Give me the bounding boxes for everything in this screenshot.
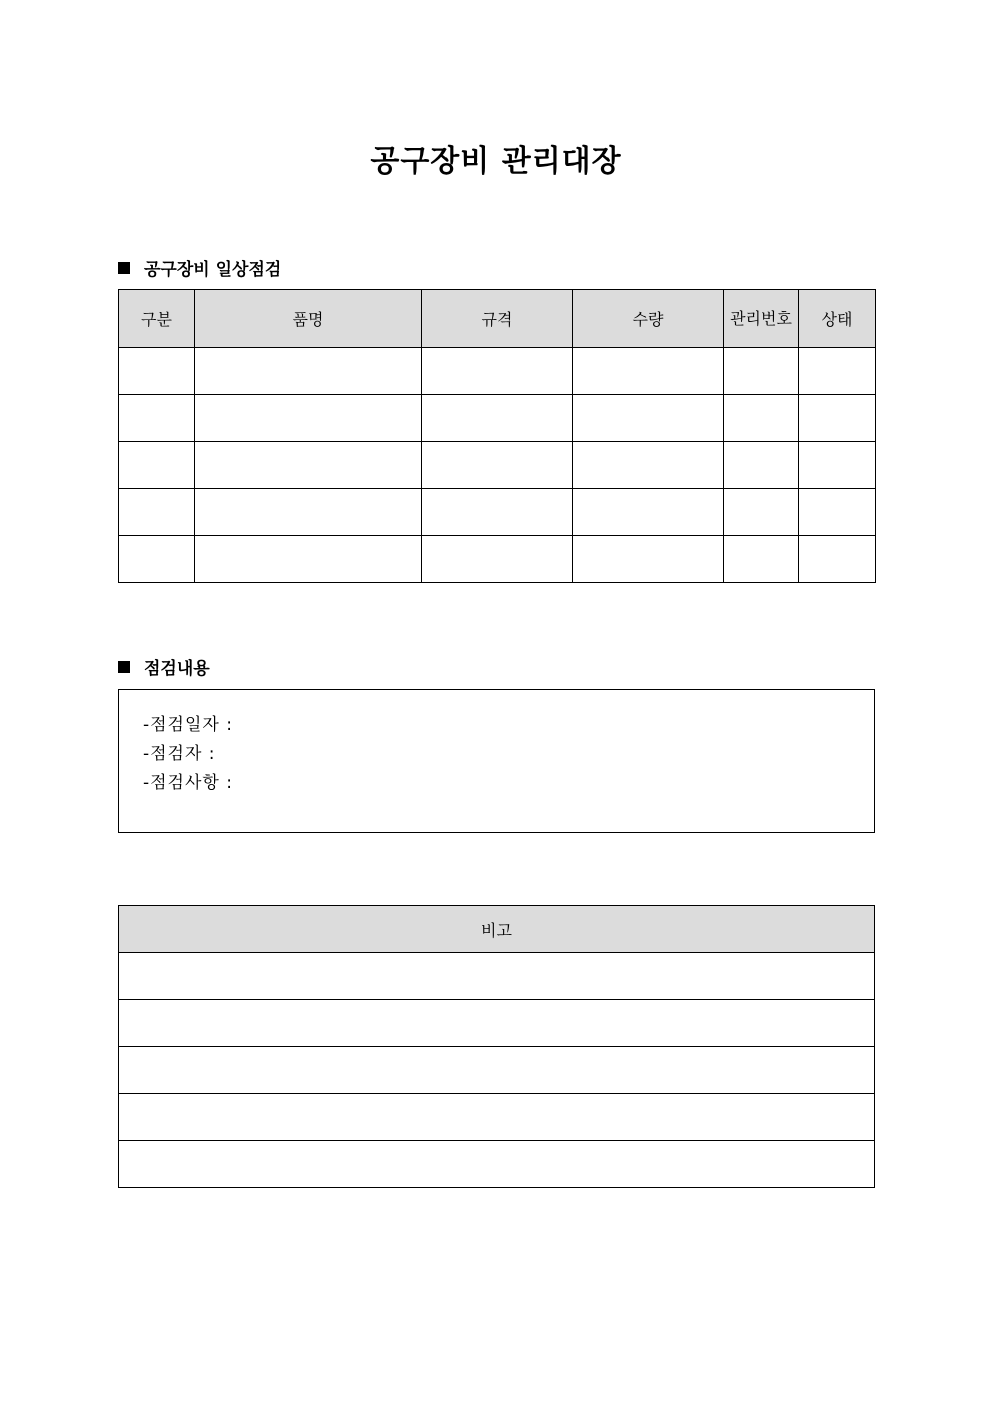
column-header-management-number: 관리번호 [724,290,799,348]
column-header-status: 상태 [799,290,876,348]
table-cell[interactable] [119,1141,875,1188]
table-cell[interactable] [422,348,573,395]
table-cell[interactable] [724,348,799,395]
table-header-row [119,906,875,953]
table-cell[interactable] [119,1047,875,1094]
table-header-row [119,290,876,348]
table-row [119,1000,875,1047]
table-cell[interactable] [573,489,724,536]
table-cell[interactable] [119,395,195,442]
table-cell[interactable] [119,953,875,1000]
table-cell[interactable] [573,536,724,583]
inspection-table [118,289,876,583]
column-header-spec: 규격 [422,290,573,348]
table-row [119,442,876,489]
inspector-line: -점검자 : [143,744,216,764]
table-cell[interactable] [573,395,724,442]
table-cell[interactable] [119,536,195,583]
table-cell[interactable] [195,489,422,536]
table-cell[interactable] [119,348,195,395]
column-header-remarks: 비고 [119,906,875,953]
table-cell[interactable] [119,1000,875,1047]
table-cell[interactable] [724,442,799,489]
table-cell[interactable] [195,395,422,442]
column-header-quantity: 수량 [573,290,724,348]
table-cell[interactable] [422,536,573,583]
section-heading-inspection-content [118,654,210,679]
table-row [119,1047,875,1094]
table-cell[interactable] [573,442,724,489]
table-cell[interactable] [119,442,195,489]
table-row [119,953,875,1000]
table-cell[interactable] [119,489,195,536]
table-cell[interactable] [799,489,876,536]
table-cell[interactable] [799,395,876,442]
document-title: 공구장비 관리대장 [370,144,622,179]
table-cell[interactable] [799,348,876,395]
square-bullet-icon [118,262,130,274]
table-row [119,1094,875,1141]
inspection-content-box[interactable] [118,689,875,833]
square-bullet-icon [118,661,130,673]
table-row [119,536,876,583]
table-cell[interactable] [422,489,573,536]
table-row [119,1141,875,1188]
table-cell[interactable] [573,348,724,395]
column-header-category: 구분 [119,290,195,348]
table-cell[interactable] [119,1094,875,1141]
table-cell[interactable] [195,536,422,583]
column-header-item-name: 품명 [195,290,422,348]
table-cell[interactable] [195,348,422,395]
table-cell[interactable] [724,536,799,583]
table-cell[interactable] [422,395,573,442]
inspection-date-line: -점검일자 : [143,715,233,735]
section-heading-label: 점검내용 [144,659,210,679]
table-cell[interactable] [195,442,422,489]
section-heading-daily-inspection [118,255,281,280]
table-cell[interactable] [724,489,799,536]
table-row [119,395,876,442]
table-cell[interactable] [724,395,799,442]
table-cell[interactable] [799,536,876,583]
table-cell[interactable] [799,442,876,489]
table-row [119,348,876,395]
remarks-table [118,905,875,1188]
table-cell[interactable] [422,442,573,489]
section-heading-label: 공구장비 일상점검 [144,260,282,280]
inspection-items-line: -점검사항 : [143,773,233,793]
table-row [119,489,876,536]
